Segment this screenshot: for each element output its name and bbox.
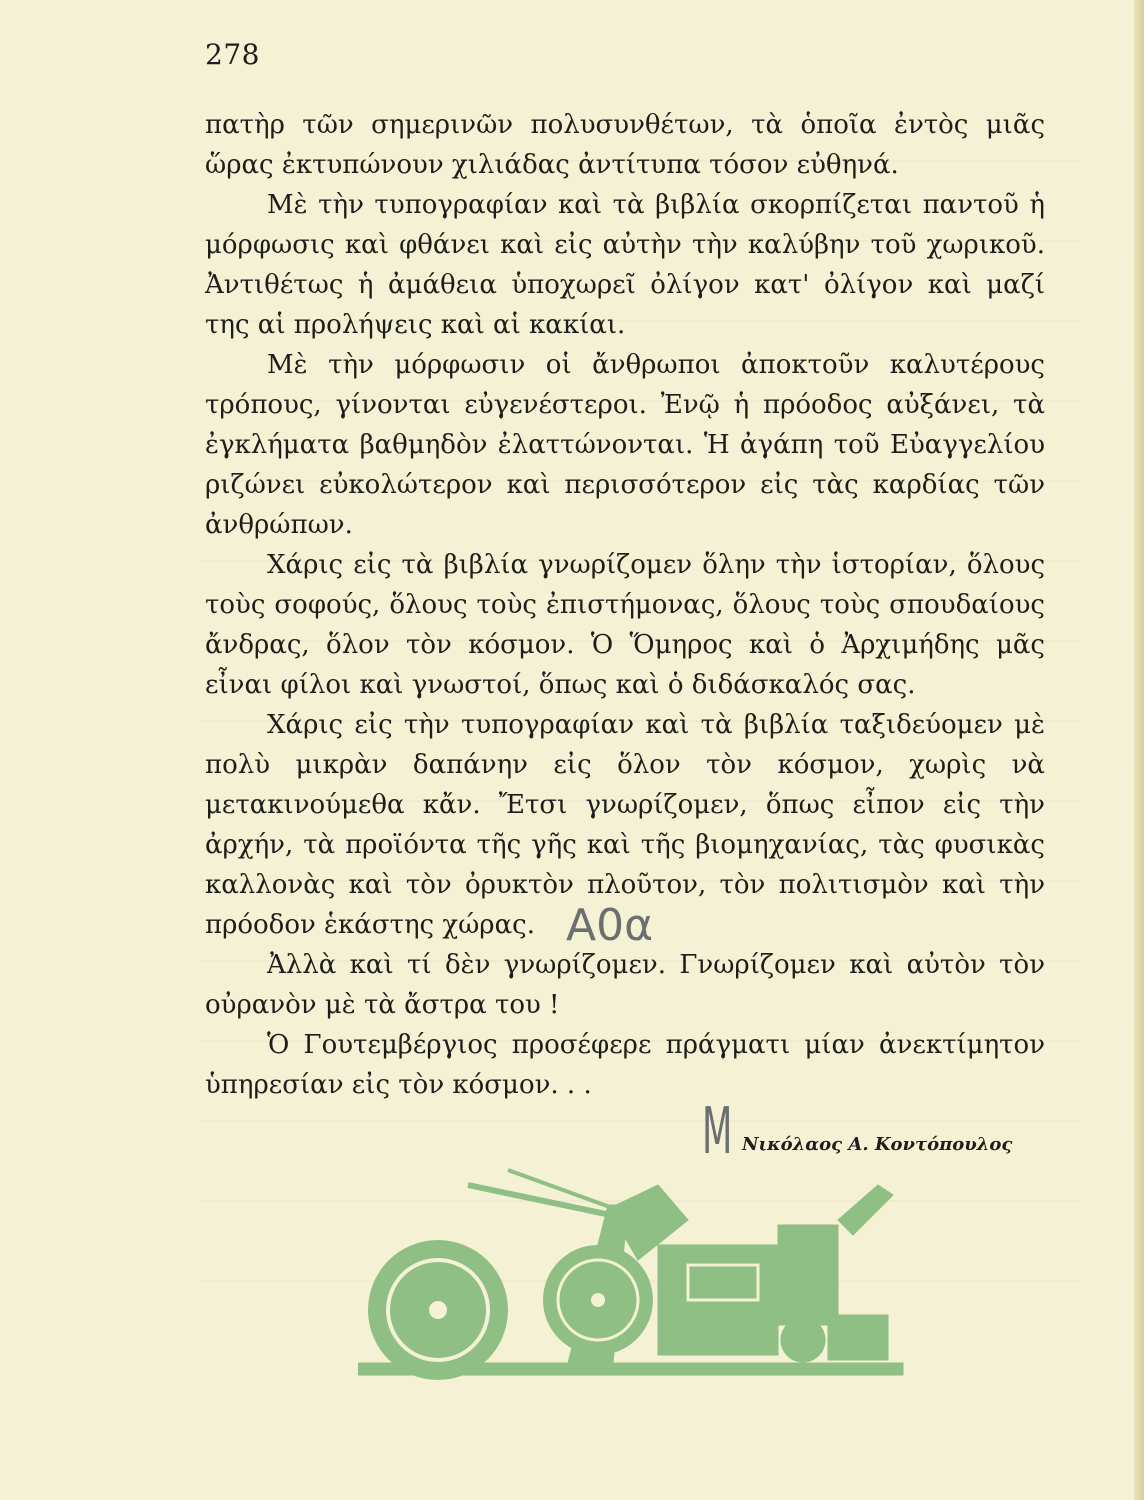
paragraph-7: Ὁ Γουτεμβέργιος προσέφερε πράγματι μίαν ἀνεκτίμητον ὑπηρεσίαν εἰς τὸν κόσμον. . . xyxy=(205,1030,1045,1100)
printing-press-illustration xyxy=(358,1165,918,1395)
press-feed xyxy=(828,1315,888,1360)
pencil-initial: Μ xyxy=(702,1095,733,1169)
paragraph-3: Μὲ τὴν μόρφωσιν οἱ ἄνθρωποι ἀποκτοῦν καλυτέρους τρόπους, γίνονται εὐγενέστεροι. Ἐνῷ ἡ πρόοδος αὐξάνει, τὰ ἐγκλήματα βαθμηδὸν ἐλαττώνονται. Ἡ ἀγάπη τοῦ Εὐαγγελίου ριζώνει εὐκολώτερον καὶ περισσότερον εἰς τὰς καρδίας τῶν ἀνθρώπων. xyxy=(205,350,1045,540)
press-flywheel-hub xyxy=(429,1301,447,1319)
paragraph-4: Χάρις εἰς τὰ βιβλία γνωρίζομεν ὅλην τὴν ἱστορίαν, ὅλους τοὺς σοφούς, ὅλους τοὺς ἐπιστήμονας, ὅλους τοὺς σπουδαίους ἄνδρας, ὅλον τὸν κόσμον. Ὁ Ὅμηρος καὶ ὁ Ἀρχιμήδης μᾶς εἶναι φίλοι καὶ γνωστοί, ὅπως καὶ ὁ διδάσκαλός σας. xyxy=(205,550,1045,700)
press-main-wheel-hub xyxy=(591,1293,605,1307)
press-arm xyxy=(838,1185,893,1235)
paragraph-2: Μὲ τὴν τυπογραφίαν καὶ τὰ βιβλία σκορπίζεται παντοῦ ἡ μόρφωσις καὶ φθάνει καὶ εἰς αὐτὴν τὴν καλύβην τοῦ χωρικοῦ. Ἀντιθέτως ἡ ἀμάθεια ὑποχωρεῖ ὀλίγον κατ' ὀλίγον καὶ μαζί της αἱ προλήψεις καὶ αἱ κακίαι. xyxy=(205,190,1045,340)
page-edge xyxy=(1134,0,1144,1500)
press-platen xyxy=(778,1225,838,1325)
body-text xyxy=(205,105,1045,1105)
pencil-annotation: Α0α xyxy=(566,900,654,951)
author-signature: Νικόλαος Α. Κοντόπουλος xyxy=(742,1134,1013,1155)
paragraph-1: πατὴρ τῶν σημερινῶν πολυσυνθέτων, τὰ ὁποῖα ἐντὸς μιᾶς ὥρας ἐκτυπώνουν χιλιάδας ἀντίτυπα τόσον εὐθηνά. xyxy=(205,110,1045,180)
page-number: 278 xyxy=(205,38,260,71)
paragraph-6: Ἀλλὰ καὶ τί δὲν γνωρίζομεν. Γνωρίζομεν καὶ αὐτὸν τὸν οὐρανὸν μὲ τὰ ἄστρα του ! xyxy=(205,950,1045,1020)
paragraph-5: Χάρις εἰς τὴν τυπογραφίαν καὶ τὰ βιβλία ταξιδεύομεν μὲ πολὺ μικρὰν δαπάνην εἰς ὅλον τὸν κόσμον, χωρὶς νὰ μετακινούμεθα κἄν. Ἔτσι γνωρίζομεν, ὅπως εἶπον εἰς τὴν ἀρχήν, τὰ προϊόντα τῆς γῆς καὶ τῆς βιομηχανίας, τὰς φυσικὰς καλλονὰς καὶ τὸν ὀρυκτὸν πλοῦτον, τὸν πολιτισμὸν καὶ τὴν πρόοδον ἑκάστης χώρας. xyxy=(205,710,1045,940)
press-small-wheel xyxy=(781,1318,825,1362)
